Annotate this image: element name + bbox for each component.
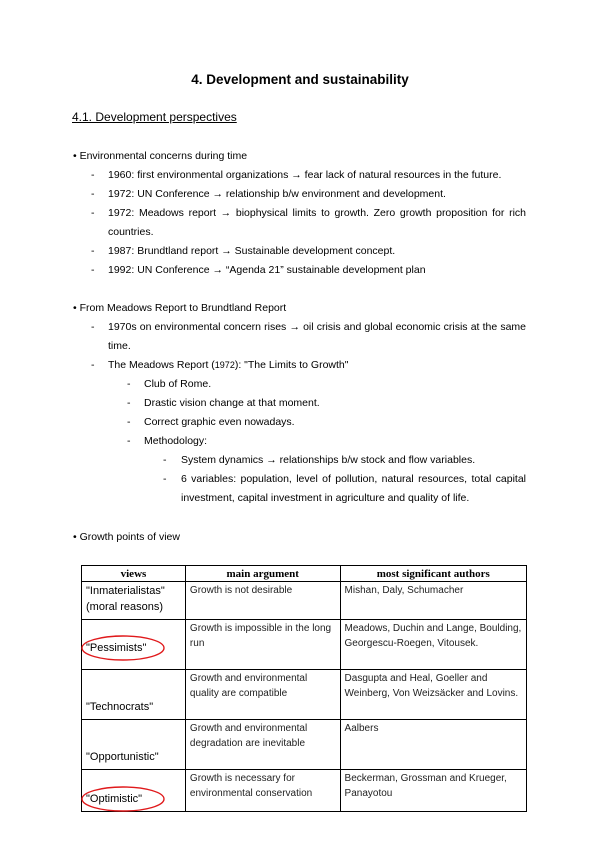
table-row [82, 770, 527, 812]
sub-list-item: Methodology: [144, 435, 208, 447]
list-dash: - [91, 321, 95, 333]
red-circle-annotation [80, 633, 170, 663]
list-dash: - [163, 454, 167, 466]
list-item: 1970s on environmental concern rises → oil crisis and global economic crisis at the same time. [108, 321, 526, 352]
list-item: 1960: first environmental organizations → fear lack of natural resources in the future. [108, 169, 502, 181]
argument-cell: Growth is impossible in the long run [185, 620, 340, 670]
argument-cell: Growth and environmental degradation are inevitable [185, 720, 340, 770]
highlighted-view [86, 791, 142, 807]
view-label: "Pessimists" [86, 641, 147, 654]
view-cell: "Technocrats" [82, 670, 186, 720]
authors-cell: Beckerman, Grossman and Krueger, Panayotou [340, 770, 526, 812]
methodology-item: 6 variables: population, level of pollution, natural resources, total capital investment, capital investment in agriculture and quality of life. [181, 473, 526, 504]
list-dash: - [163, 473, 167, 485]
growth-views-table [81, 565, 527, 812]
growth-points-heading: • Growth points of view [73, 531, 180, 543]
argument-cell: Growth is not desirable [185, 582, 340, 620]
meadows-report-year: 1972 [214, 360, 235, 370]
view-cell: "Opportunistic" [82, 720, 186, 770]
meadows-report-text: The Meadows Report ( [108, 359, 215, 371]
column-header-argument: main argument [185, 566, 340, 582]
table-row [82, 720, 527, 770]
list-dash: - [91, 245, 95, 257]
view-cell [82, 770, 186, 812]
column-header-authors: most significant authors [340, 566, 526, 582]
highlighted-view [86, 640, 146, 656]
authors-cell: Mishan, Daly, Schumacher [340, 582, 526, 620]
list-dash: - [127, 416, 131, 428]
authors-cell: Aalbers [340, 720, 526, 770]
argument-cell: Growth and environmental quality are compatible [185, 670, 340, 720]
methodology-item: System dynamics → relationships b/w stock and flow variables. [181, 454, 476, 466]
list-item [108, 356, 526, 375]
list-item: 1987: Brundtland report → Sustainable development concept. [108, 245, 396, 257]
list-dash: - [127, 378, 131, 390]
list-dash: - [91, 169, 95, 181]
authors-cell: Dasgupta and Heal, Goeller and Weinberg, Von Weizsäcker and Lovins. [340, 670, 526, 720]
section-heading: 4.1. Development perspectives [72, 110, 237, 124]
list-item: 1972: UN Conference → relationship b/w environment and development. [108, 188, 446, 200]
sub-list-item: Club of Rome. [144, 378, 212, 390]
list-item: 1972: Meadows report → biophysical limits to growth. Zero growth proposition for rich countries. [108, 207, 526, 238]
argument-cell: Growth is necessary for environmental conservation [185, 770, 340, 812]
table-row [82, 670, 527, 720]
table-row [82, 582, 527, 620]
list-dash: - [91, 188, 95, 200]
list-dash: - [91, 264, 95, 276]
meadows-brundtland-heading: • From Meadows Report to Brundtland Report [73, 302, 287, 314]
table-header-row [82, 566, 527, 582]
page-title: 4. Development and sustainability [191, 72, 409, 87]
list-item: 1992: UN Conference → “Agenda 21” sustainable development plan [108, 264, 426, 276]
view-cell [82, 620, 186, 670]
sub-list-item: Correct graphic even nowadays. [144, 416, 295, 428]
list-dash: - [91, 359, 95, 371]
view-cell: "Inmaterialistas" (moral reasons) [82, 582, 186, 620]
red-circle-annotation [80, 784, 170, 814]
list-dash: - [91, 207, 95, 219]
sub-list-item: Drastic vision change at that moment. [144, 397, 320, 409]
column-header-views: views [82, 566, 186, 582]
meadows-report-subtitle: ): "The Limits to Growth" [234, 359, 349, 371]
table-row [82, 620, 527, 670]
authors-cell: Meadows, Duchin and Lange, Boulding, Georgescu-Roegen, Vitousek. [340, 620, 526, 670]
list-dash: - [127, 435, 131, 447]
environmental-concerns-heading: • Environmental concerns during time [73, 150, 248, 162]
list-dash: - [127, 397, 131, 409]
view-label: "Optimistic" [86, 793, 143, 805]
